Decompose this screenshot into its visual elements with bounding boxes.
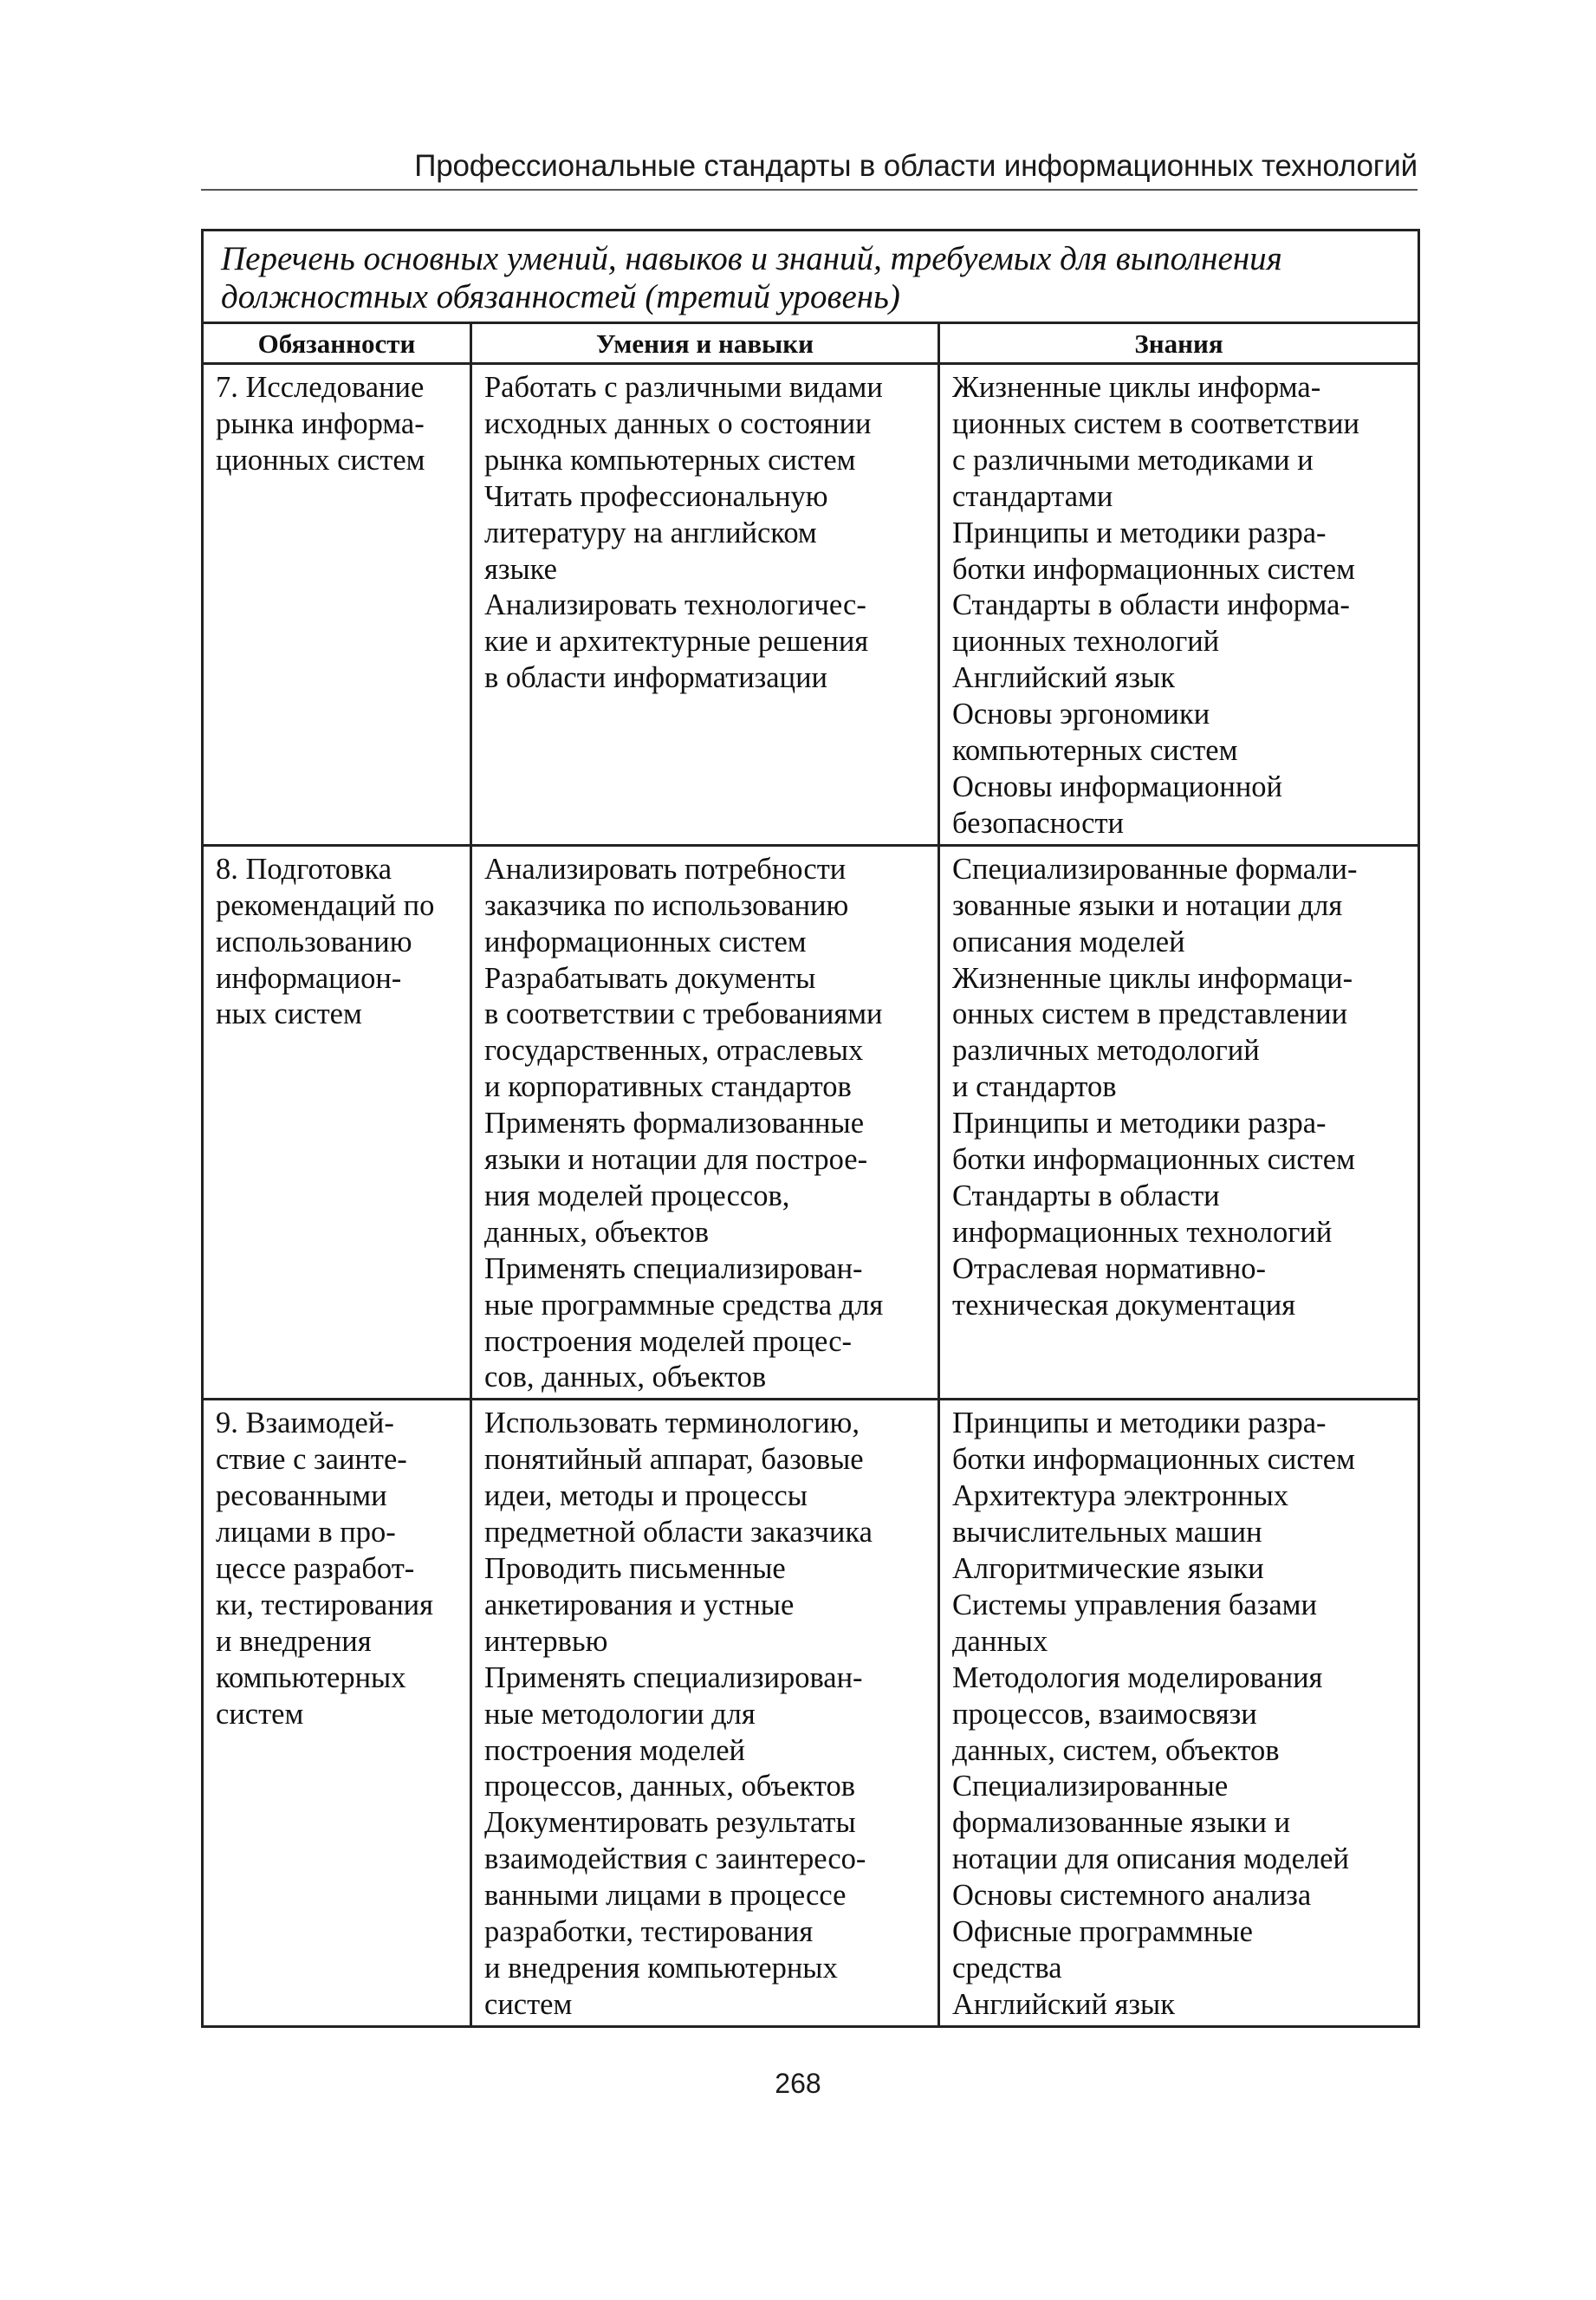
cell-text-line: государственных, отраслевых [484, 1034, 864, 1068]
cell-text-line: Специализированные формали- [952, 852, 1358, 886]
cell-text-line: Читать профессиональную [484, 479, 828, 513]
cell-text-line: литературу на английском [484, 516, 817, 549]
cell-text-line: использованию [216, 925, 412, 958]
cell-text-line: ционных систем [216, 443, 425, 477]
cell-text-line: Применять специализирован- [484, 1251, 863, 1285]
caption-line: должностных обязанностей (третий уровень) [221, 278, 900, 315]
cell-text-line: кие и архитектурные решения [484, 625, 869, 659]
cell-text-line: компьютерных систем [952, 734, 1238, 768]
skills-cell [471, 845, 939, 1400]
cell-text-line: систем [484, 1987, 573, 2021]
table-caption [203, 231, 1419, 323]
cell-text-line: 7. Исследование [216, 371, 425, 404]
column-header-duties: Обязанности [203, 323, 471, 364]
cell-text-line: Анализировать технологичес- [484, 588, 866, 622]
cell-text-line: данных, объектов [484, 1215, 710, 1249]
cell-text-line: Отраслевая нормативно- [952, 1251, 1266, 1285]
duty-cell [203, 845, 471, 1400]
cell-text-line: Стандарты в области информа- [952, 588, 1350, 622]
cell-text-line: информацион- [216, 961, 402, 995]
column-header-skills: Умения и навыки [471, 323, 939, 364]
duty-cell [203, 1400, 471, 2026]
cell-text-line: Архитектура электронных [952, 1479, 1289, 1513]
knowledge-cell [939, 364, 1419, 846]
cell-text-line: техническая документация [952, 1288, 1296, 1322]
cell-text-line: информационных технологий [952, 1215, 1333, 1249]
cell-text-line: идеи, методы и процессы [484, 1479, 808, 1513]
cell-text-line: ных систем [216, 997, 362, 1031]
cell-text-line: построения моделей [484, 1733, 745, 1767]
column-header-row [203, 323, 1419, 364]
column-header-knowledge: Знания [939, 323, 1419, 364]
cell-text-line: Применять специализирован- [484, 1660, 863, 1694]
table-caption-row [203, 231, 1419, 323]
cell-text-line: информационных систем [484, 925, 807, 958]
cell-text-line: Проводить письменные [484, 1552, 786, 1585]
cell-text-line: ционных технологий [952, 625, 1220, 659]
cell-text-line: Жизненные циклы информа- [952, 371, 1321, 404]
cell-text-line: Жизненные циклы информаци- [952, 961, 1353, 995]
cell-text-line: анкетирования и устные [484, 1588, 795, 1621]
cell-text-line: онных систем в представлении [952, 997, 1348, 1031]
cell-text-line: ванными лицами в процессе [484, 1879, 847, 1913]
cell-text-line: нотации для описания моделей [952, 1842, 1349, 1876]
cell-text-line: рынка компьютерных систем [484, 443, 856, 477]
cell-text-line: 8. Подготовка [216, 852, 393, 886]
cell-text-line: Принципы и методики разра- [952, 1407, 1327, 1440]
page-number: 268 [775, 2068, 821, 2099]
cell-text-line: предметной области заказчика [484, 1516, 873, 1550]
cell-text-line: Офисные программные [952, 1915, 1253, 1949]
cell-text-line: Документировать результаты [484, 1806, 856, 1840]
cell-text-line: с различными методиками и [952, 443, 1314, 477]
cell-text-line: ботки информационных систем [952, 1443, 1355, 1477]
cell-text-line: понятийный аппарат, базовые [484, 1443, 864, 1477]
cell-text-line: ствие с заинте- [216, 1443, 407, 1477]
table-row [203, 1400, 1419, 2026]
cell-text-line: Принципы и методики разра- [952, 1107, 1327, 1140]
cell-text-line: ные программные средства для [484, 1288, 884, 1322]
cell-text-line: данных, систем, объектов [952, 1733, 1280, 1767]
skills-cell [471, 364, 939, 846]
cell-text-line: и стандартов [952, 1070, 1117, 1104]
cell-text-line: 9. Взаимодей- [216, 1407, 394, 1440]
cell-text-line: компьютерных [216, 1660, 406, 1694]
cell-text-line: рекомендаций по [216, 888, 435, 922]
cell-text-line: построения моделей процес- [484, 1324, 853, 1358]
cell-text-line: ционных систем в соответствии [952, 406, 1359, 440]
caption-line: Перечень основных умений, навыков и знаний, требуемых для выполнения [221, 240, 1282, 277]
cell-text-line: взаимодействия с заинтересо- [484, 1842, 866, 1876]
cell-text-line: процессов, данных, объектов [484, 1770, 856, 1803]
cell-text-line: цессе разработ- [216, 1552, 415, 1585]
cell-text-line: стандартами [952, 479, 1113, 513]
cell-text-line: и внедрения [216, 1624, 372, 1658]
cell-text-line: Работать с различными видами [484, 371, 883, 404]
cell-text-line: Специализированные [952, 1770, 1229, 1803]
cell-text-line: Английский язык [952, 1987, 1175, 2021]
cell-text-line: вычислительных машин [952, 1516, 1262, 1550]
cell-text-line: зованные языки и нотации для [952, 888, 1343, 922]
cell-text-line: Английский язык [952, 661, 1175, 695]
cell-text-line: сов, данных, объектов [484, 1361, 767, 1394]
cell-text-line: Разрабатывать документы [484, 961, 816, 995]
cell-text-line: разработки, тестирования [484, 1915, 814, 1949]
cell-text-line: языки и нотации для построе- [484, 1143, 868, 1177]
cell-text-line: и внедрения компьютерных [484, 1951, 838, 1985]
cell-text-line: ния моделей процессов, [484, 1179, 790, 1212]
table-body [203, 364, 1419, 2027]
cell-text-line: Анализировать потребности [484, 852, 847, 886]
skills-cell [471, 1400, 939, 2026]
cell-text-line: Системы управления базами [952, 1588, 1317, 1621]
cell-text-line: ки, тестирования [216, 1588, 434, 1621]
cell-text-line: ресованными [216, 1479, 387, 1513]
cell-text-line: Алгоритмические языки [952, 1552, 1264, 1585]
cell-text-line: систем [216, 1697, 304, 1731]
cell-text-line: ботки информационных систем [952, 1143, 1355, 1177]
cell-text-line: Основы системного анализа [952, 1879, 1312, 1913]
cell-text-line: исходных данных о состоянии [484, 406, 872, 440]
competency-table [201, 229, 1420, 2028]
cell-text-line: в соответствии с требованиями [484, 997, 883, 1031]
table-row [203, 364, 1419, 846]
knowledge-cell [939, 1400, 1419, 2026]
competency-table-wrapper [201, 229, 1418, 2028]
cell-text-line: Использовать терминологию, [484, 1407, 860, 1440]
cell-text-line: Стандарты в области [952, 1179, 1220, 1212]
cell-text-line: Методология моделирования [952, 1660, 1323, 1694]
table-row [203, 845, 1419, 1400]
cell-text-line: Основы эргономики [952, 698, 1210, 731]
running-header: Профессиональные стандарты в области информационных технологий [414, 149, 1418, 183]
cell-text-line: безопасности [952, 806, 1125, 840]
cell-text-line: Применять формализованные [484, 1107, 865, 1140]
cell-text-line: в области информатизации [484, 661, 828, 695]
cell-text-line: рынка информа- [216, 406, 425, 440]
cell-text-line: Принципы и методики разра- [952, 516, 1327, 549]
cell-text-line: описания моделей [952, 925, 1185, 958]
cell-text-line: данных [952, 1624, 1048, 1658]
knowledge-cell [939, 845, 1419, 1400]
cell-text-line: языке [484, 552, 557, 586]
cell-text-line: процессов, взаимосвязи [952, 1697, 1257, 1731]
cell-text-line: ботки информационных систем [952, 552, 1355, 586]
cell-text-line: лицами в про- [216, 1516, 396, 1550]
cell-text-line: средства [952, 1951, 1062, 1985]
cell-text-line: Основы информационной [952, 770, 1283, 803]
cell-text-line: заказчика по использованию [484, 888, 849, 922]
cell-text-line: интервью [484, 1624, 608, 1658]
cell-text-line: различных методологий [952, 1034, 1260, 1068]
cell-text-line: формализованные языки и [952, 1806, 1291, 1840]
header-rule [201, 189, 1418, 191]
duty-cell [203, 364, 471, 846]
cell-text-line: и корпоративных стандартов [484, 1070, 852, 1104]
cell-text-line: ные методологии для [484, 1697, 756, 1731]
